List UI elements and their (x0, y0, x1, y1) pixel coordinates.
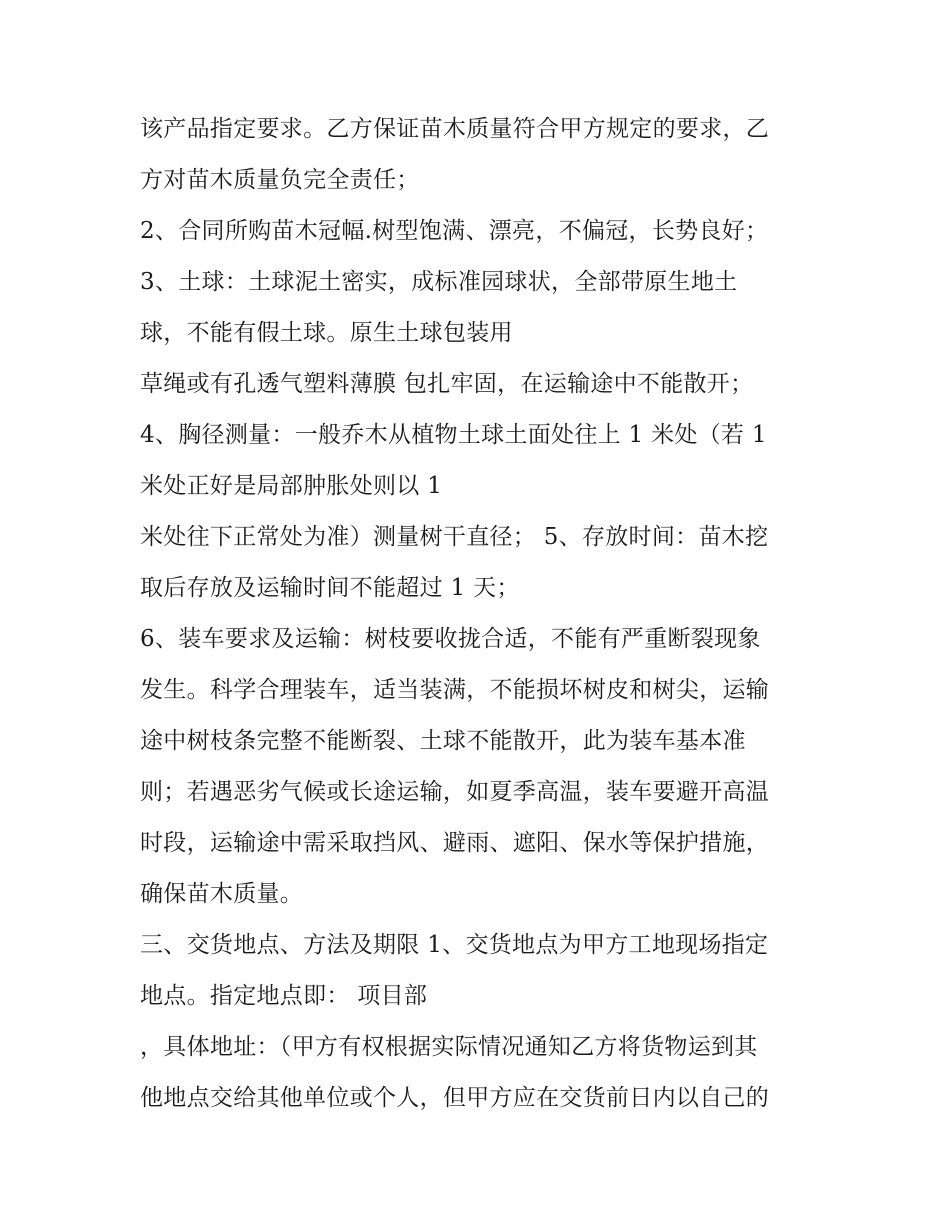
text-line-4: 3、土球：土球泥土密实，成标准园球状，全部带原生地土 (140, 269, 738, 295)
text-line-13: 途中树枝条完整不能断裂、土球不能散开，此为装车基本准 (140, 728, 746, 754)
text-line-11: 6、装车要求及运输：树枝要收拢合适，不能有严重断裂现象 (140, 626, 761, 652)
text-line-7: 4、胸径测量：一般乔木从植物土球土面处往上 1 米处（若 1 (140, 422, 767, 448)
text-line-19: ，具体地址：（甲方有权根据实际情况通知乙方将货物运到其 (140, 1034, 758, 1060)
text-line-2: 方对苗木质量负完全责任； (140, 167, 420, 193)
text-line-15: 时段，运输途中需采取挡风、避雨、遮阳、保水等保护措施， (140, 830, 770, 856)
text-line-9: 米处往下正常处为准）测量树干直径； 5、存放时间：苗木挖 (140, 524, 769, 550)
text-line-3: 2、合同所购苗木冠幅.树型饱满、漂亮，不偏冠，长势良好； (140, 218, 769, 244)
text-line-12: 发生。科学合理装车，适当装满，不能损坏树皮和树尖，运输 (140, 677, 770, 703)
text-line-10: 取后存放及运输时间不能超过 1 天； (140, 575, 520, 601)
text-line-14: 则；若遇恶劣气候或长途运输，如夏季高温，装车要避开高温 (140, 779, 770, 805)
text-line-17: 三、交货地点、方法及期限 1、交货地点为甲方工地现场指定 (140, 932, 769, 958)
text-line-8: 米处正好是局部肿胀处则以 1 (140, 473, 443, 499)
text-line-6: 草绳或有孔透气塑料薄膜 包扎牢固，在运输途中不能散开； (140, 371, 754, 397)
text-line-20: 他地点交给其他单位或个人，但甲方应在交货前日内以自己的 (140, 1085, 770, 1111)
text-line-16: 确保苗木质量。 (140, 881, 304, 907)
text-line-5: 球，不能有假土球。原生土球包装用 (140, 320, 513, 346)
document-body (140, 104, 830, 1124)
text-line-18: 地点。指定地点即： 项目部 (140, 983, 428, 1009)
text-line-1: 该产品指定要求。乙方保证苗木质量符合甲方规定的要求，乙 (140, 116, 770, 142)
